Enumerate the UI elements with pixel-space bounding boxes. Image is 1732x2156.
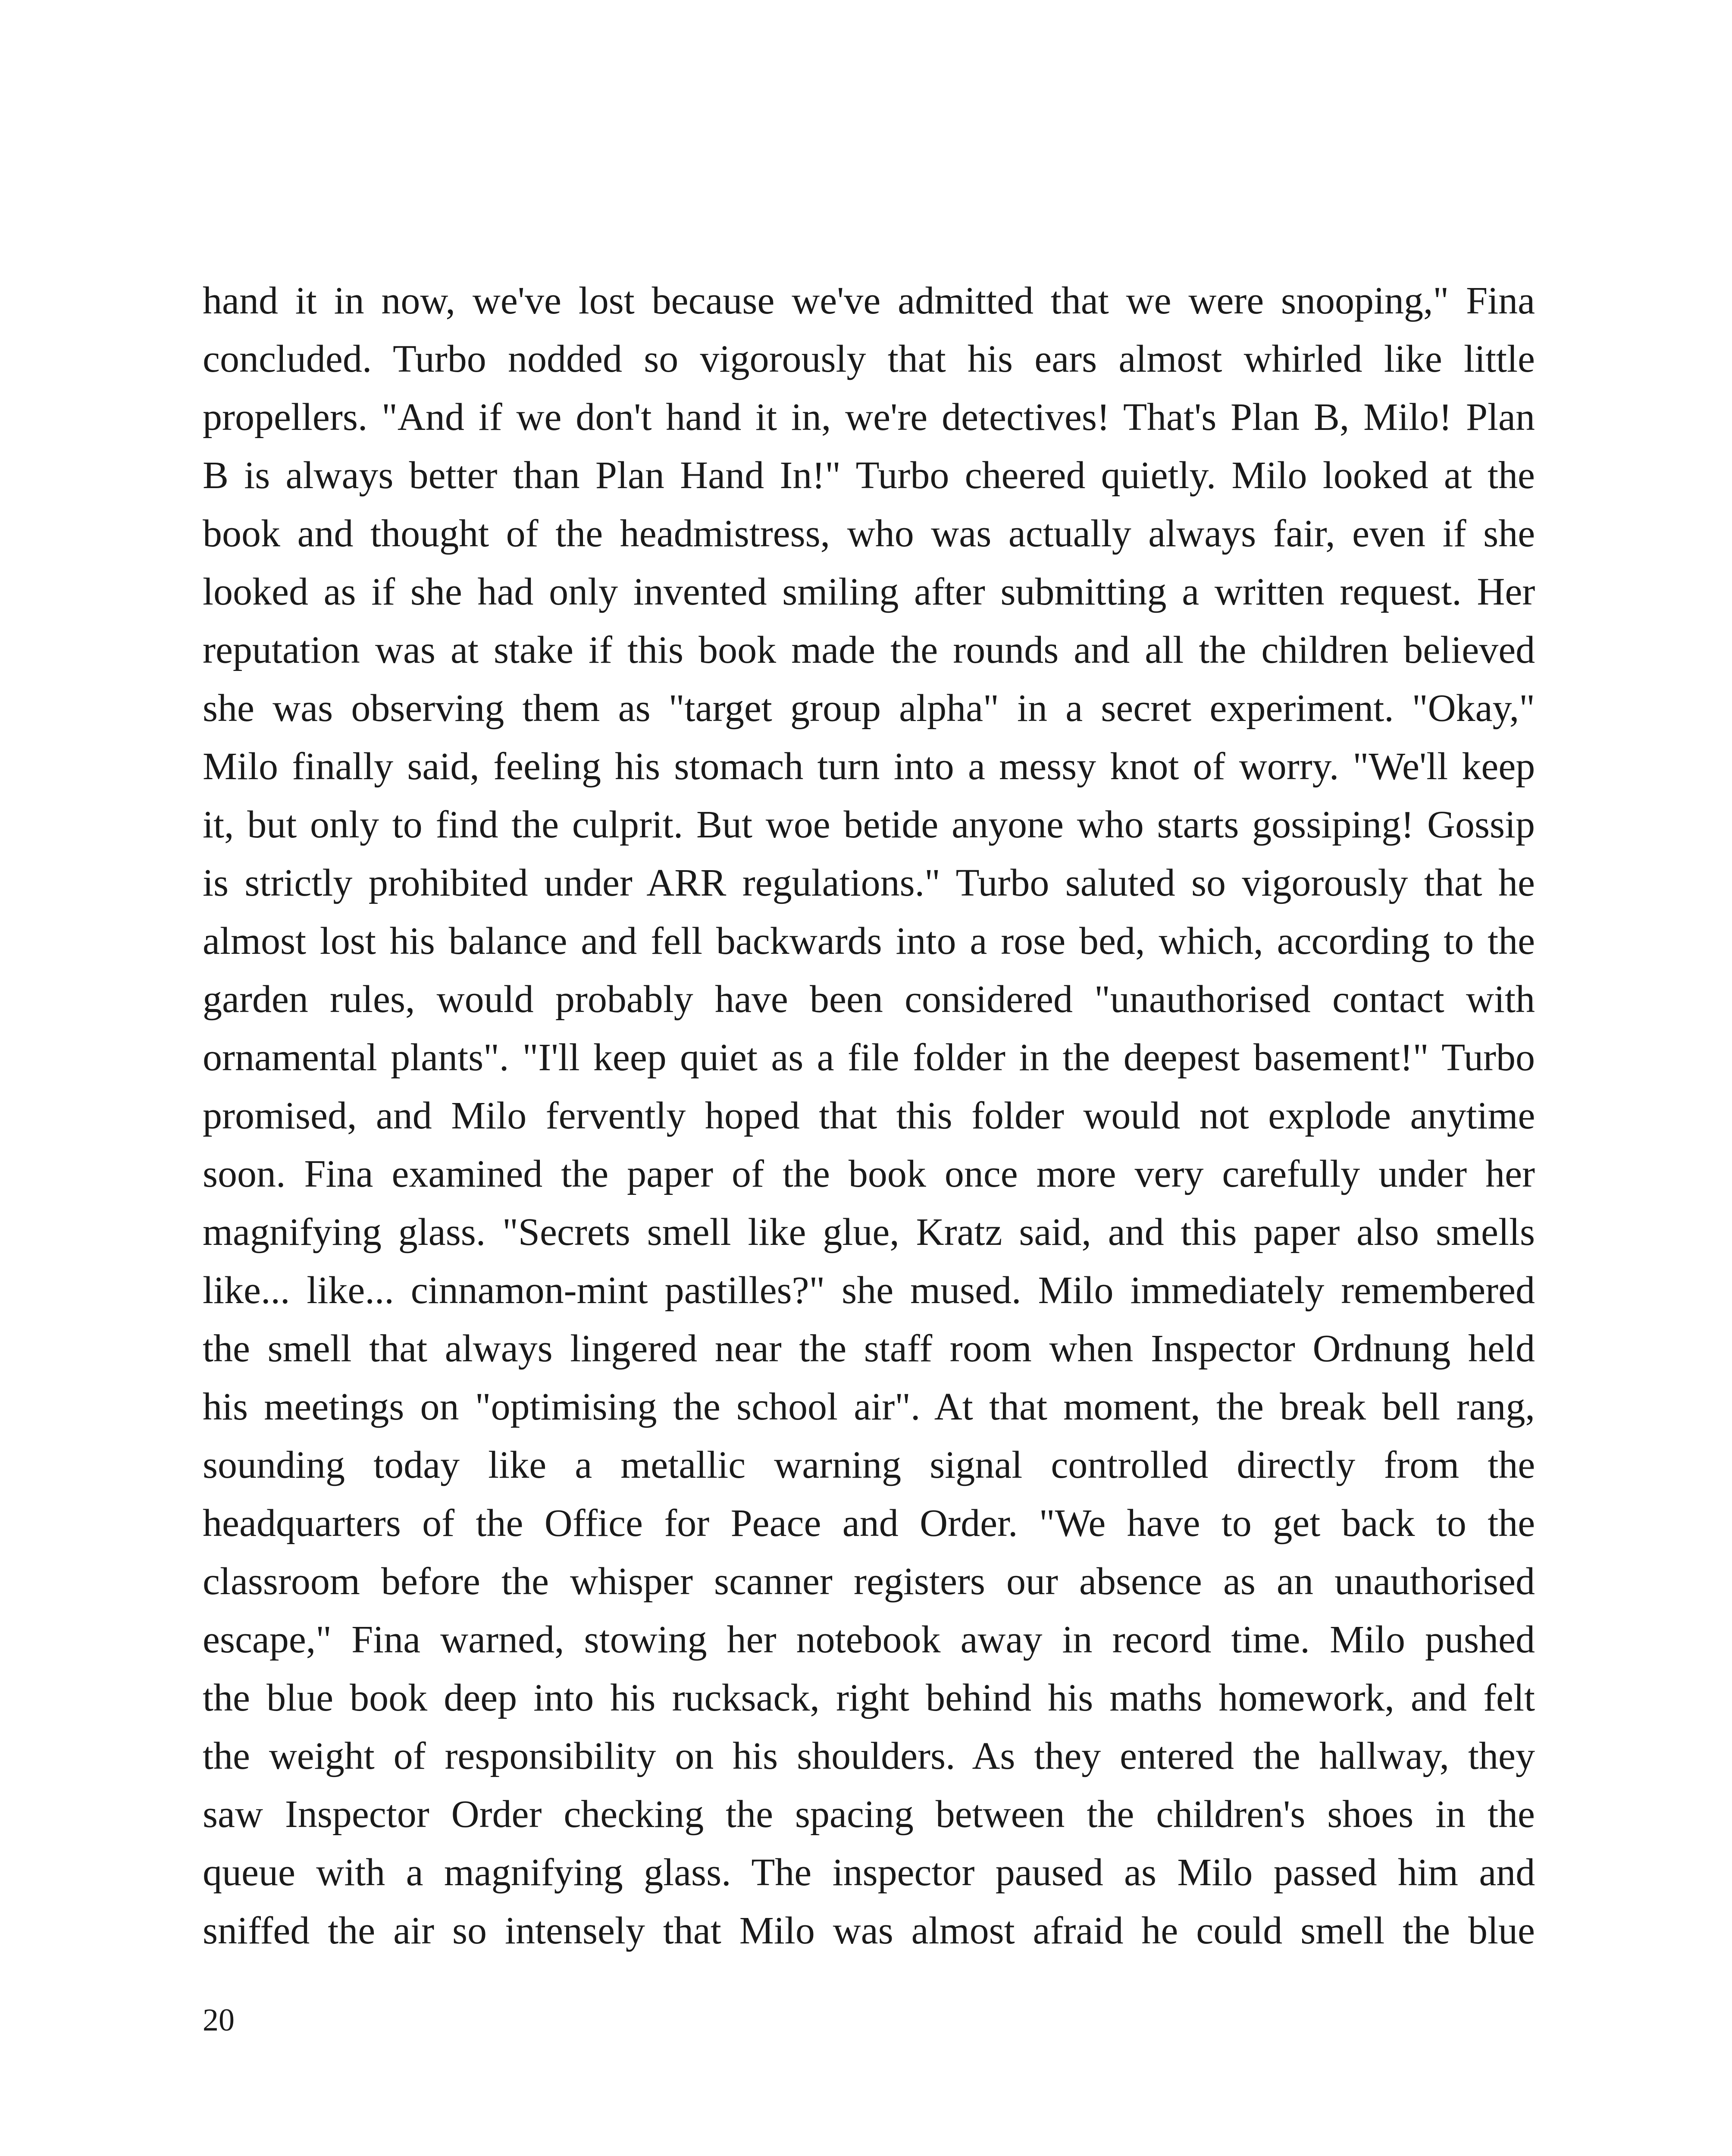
text-line: escape," Fina warned, stowing her notebook away in record time. Milo pushed (203, 1618, 1535, 1661)
text-line: sniffed the air so intensely that Milo was almost afraid he could smell the blue (203, 1909, 1535, 1952)
text-line: queue with a magnifying glass. The inspector paused as Milo passed him and (203, 1851, 1535, 1894)
body-text (203, 272, 1535, 1960)
text-line: concluded. Turbo nodded so vigorously that his ears almost whirled like little (203, 338, 1535, 380)
text-line: sounding today like a metallic warning signal controlled directly from the (203, 1444, 1535, 1486)
text-line: garden rules, would probably have been considered "unauthorised contact with (203, 978, 1535, 1021)
text-line: soon. Fina examined the paper of the book once more very carefully under her (203, 1153, 1535, 1195)
text-line: reputation was at stake if this book made the rounds and all the children believed (203, 629, 1535, 671)
text-line: saw Inspector Order checking the spacing between the children's shoes in the (203, 1793, 1535, 1836)
text-line: propellers. "And if we don't hand it in, we're detectives! That's Plan B, Milo! Plan (203, 396, 1535, 439)
text-line: promised, and Milo fervently hoped that this folder would not explode anytime (203, 1094, 1535, 1137)
text-line: the smell that always lingered near the staff room when Inspector Ordnung held (203, 1327, 1535, 1370)
text-line: like... like... cinnamon-mint pastilles?" she mused. Milo immediately remembered (203, 1269, 1535, 1312)
text-line: Milo finally said, feeling his stomach turn into a messy knot of worry. "We'll keep (203, 745, 1535, 788)
text-line: ornamental plants". "I'll keep quiet as a file folder in the deepest basement!" Turbo (203, 1036, 1535, 1079)
text-line: headquarters of the Office for Peace and Order. "We have to get back to the (203, 1502, 1535, 1545)
text-line: it, but only to find the culprit. But woe betide anyone who starts gossiping! Gossip (203, 803, 1535, 846)
text-line: she was observing them as "target group alpha" in a secret experiment. "Okay," (203, 687, 1535, 730)
text-line: book and thought of the headmistress, who was actually always fair, even if she (203, 512, 1535, 555)
page-number: 20 (203, 2002, 235, 2038)
text-line: his meetings on "optimising the school air". At that moment, the break bell rang, (203, 1385, 1535, 1428)
text-line: the blue book deep into his rucksack, right behind his maths homework, and felt (203, 1677, 1535, 1719)
text-line: classroom before the whisper scanner registers our absence as an unauthorised (203, 1560, 1535, 1603)
text-line: almost lost his balance and fell backwards into a rose bed, which, according to the (203, 920, 1535, 962)
text-line: hand it in now, we've lost because we've admitted that we were snooping," Fina (203, 279, 1535, 322)
text-line: looked as if she had only invented smiling after submitting a written request. Her (203, 570, 1535, 613)
text-line: B is always better than Plan Hand In!" Turbo cheered quietly. Milo looked at the (203, 454, 1535, 497)
text-line: magnifying glass. "Secrets smell like glue, Kratz said, and this paper also smells (203, 1211, 1535, 1253)
text-line: the weight of responsibility on his shoulders. As they entered the hallway, they (203, 1735, 1535, 1777)
text-line: is strictly prohibited under ARR regulations." Turbo saluted so vigorously that he (203, 862, 1535, 904)
